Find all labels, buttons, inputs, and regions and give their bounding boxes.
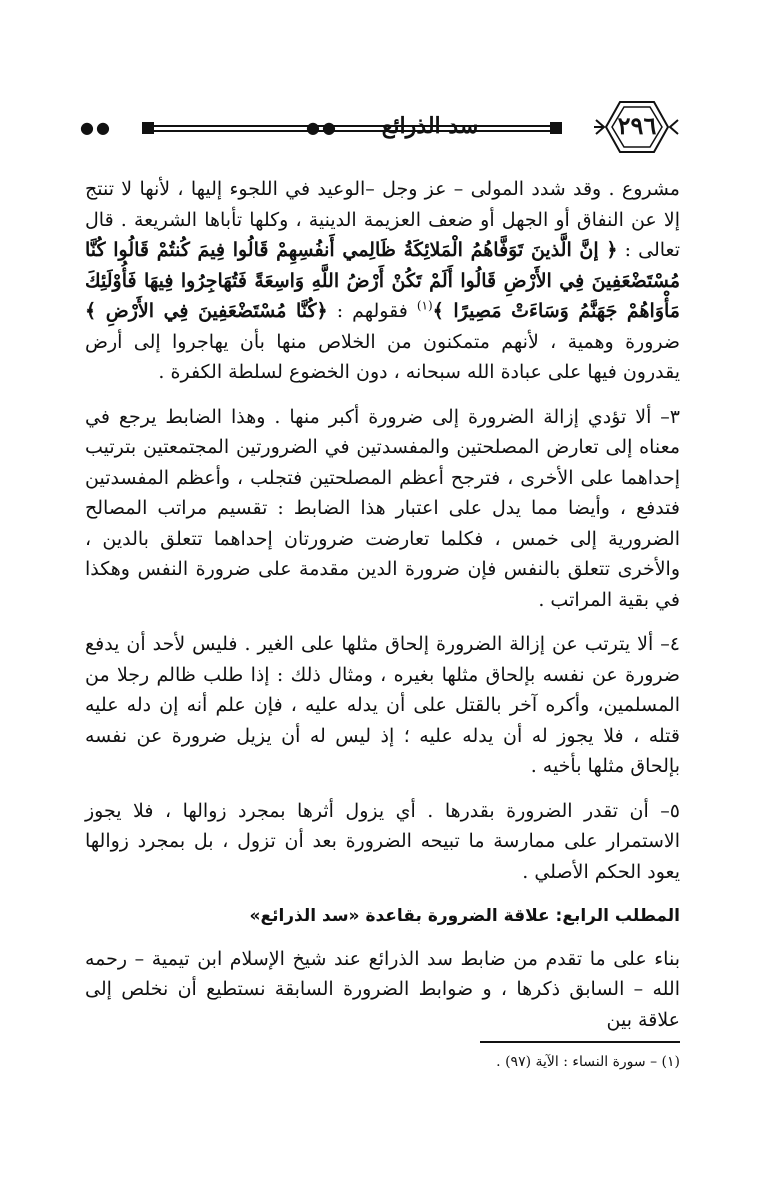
paragraph-1-text-b: فقولهم :: [327, 300, 417, 322]
paragraph-condition-4: ٤– ألا يترتب عن إزالة الضرورة إلحاق مثلها على الغير . فليس لأحد أن يدفع ضرورة عن نفسه بإلحاق مثلها بغيره ، ومثال ذلك : إذا طلب ظالم رجلا من المسلمين، وأكره آخر بالقتل على أن يدله عليه ، فإن علم أنه إن دله عليه قتله ، فلا يجوز له أن يدله عليه ؛ إذ ليس له أن يزيل ضرورة عن نفسه بإلحاق مثلها بأخيه .: [85, 633, 680, 777]
footnote-reference: (١): [416, 298, 433, 313]
page-number-badge: [594, 96, 680, 158]
footnote: (١) – سورة النساء : الآية (٩٧) .: [496, 1054, 680, 1070]
header-dots-right: ●●: [306, 118, 338, 137]
page-number: ٢٩٦: [617, 111, 657, 140]
paragraph-condition-5: ٥– أن تقدر الضرورة بقدرها . أي يزول أثرها بمجرد زوالها ، فلا يجوز الاستمرار على ممارسة ما تبيحه الضرورة بعد أن تزول ، بل بمجرد زوالها يعود الحكم الأصلي .: [85, 799, 680, 883]
quran-verse-1: ﴿ إنَّ الَّذينَ تَوَفَّاهُمُ الْمَلائِكَةُ ظَالِمي أَنفُسِهِمْ قَالُوا فِيمَ كُنتُمْ قَالُوا كُنَّا مُسْتَضْعَفِينَ فِي الأَرْضِ قَالُوا أَلَمْ تَكُنْ أَرْضُ اللَّهِ وَاسِعَةً فَتُهَاجِرُوا فِيهَا فَأُوْلَئِكَ مَأْوَاهُمْ جَهَنَّمُ وَسَاءَتْ مَصِيرًا ﴾: [85, 239, 680, 322]
section-heading: المطلب الرابع: علاقة الضرورة بقاعدة «سد الذرائع»: [249, 906, 680, 926]
body-text: [85, 174, 680, 1049]
running-header: [80, 96, 680, 158]
paragraph-condition-3: ٣– ألا تؤدي إزالة الضرورة إلى ضرورة أكبر منها . وهذا الضابط يرجع في معناه إلى تعارض المصلحتين والمفسدتين في الضرورتين المجتمعتين بترتيب إحداهما على الأخرى ، فترجح أعظم المصلحتين فتجلب ، وأعظم المفسدتين فتدفع ، وأيضا مما يدل على اعتبار هذا الضابط : تقسيم مراتب المصالح الضرورية إلى خمس ، فكلما تعارضت ضرورتان إحداهما تتعلق بالدين ، والأخرى تتعلق بالنفس فإن ضرورة الدين مقدمة على ضرورة النفس وهكذا في بقية المراتب .: [85, 405, 680, 611]
header-square-right: [550, 122, 562, 134]
paragraph-conclusion: بناء على ما تقدم من ضابط سد الذرائع عند شيخ الإسلام ابن تيمية – رحمه الله – السابق ذكرها ، و ضوابط الضرورة السابقة نستطيع أن نخلص إلى علاقة بين: [85, 947, 680, 1031]
running-title: سد الذرائع: [381, 113, 479, 139]
header-dots-left: ●●: [80, 118, 112, 137]
paragraph-1-text-a: مشروع . وقد شدد المولى – عز وجل –الوعيد في اللجوء إليها ، لأنها لا تنتج إلا عن النفاق أو الجهل أو ضعف العزيمة الدينية ، وكلها تأباها الشريعة . قال تعالى :: [85, 178, 680, 261]
footnote-rule: [480, 1041, 680, 1043]
quran-verse-2: ﴿كُنَّا مُسْتَضْعَفِينَ فِي الأَرْضِ ﴾: [85, 300, 328, 322]
paragraph-1-text-c: ضرورة وهمية ، لأنهم متمكنون من الخلاص منها بأن يهاجروا إلى أرض يقدرون فيها على عبادة الله سبحانه ، دون الخضوع لسلطة الكفرة .: [85, 330, 680, 383]
paragraph-1: [85, 174, 680, 388]
